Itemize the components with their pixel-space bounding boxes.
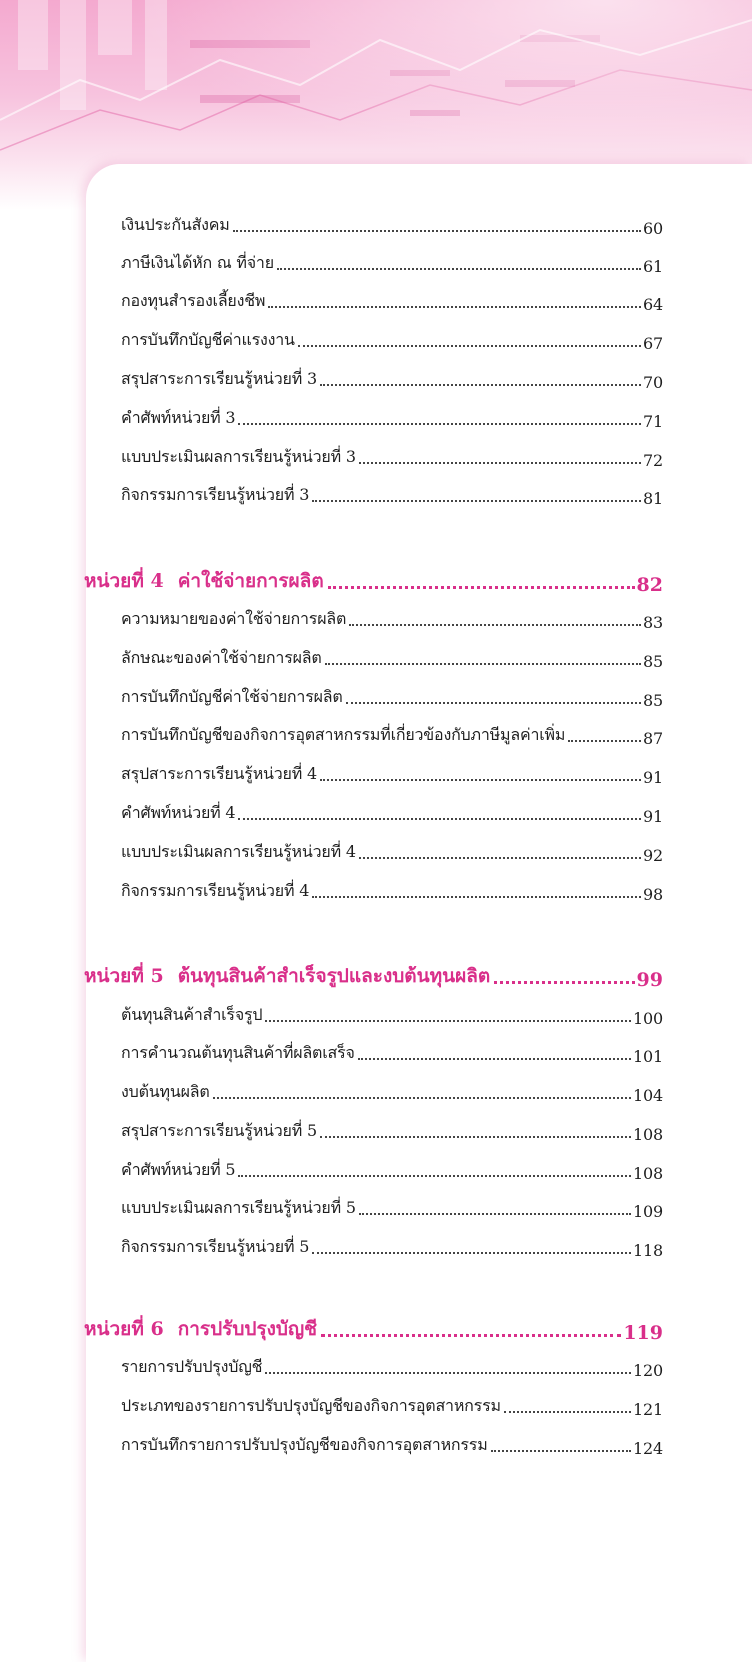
toc-entry[interactable] <box>121 399 663 431</box>
dot-leader <box>328 585 635 589</box>
toc-entry-label: คำศัพท์หน่วยที่ 4 <box>121 803 236 822</box>
dot-leader <box>298 344 641 347</box>
toc-entry[interactable] <box>121 282 663 314</box>
toc-entry-page: 98 <box>643 885 663 904</box>
toc-entry[interactable] <box>121 1348 663 1380</box>
dot-leader <box>358 1057 631 1060</box>
unit-heading-5[interactable] <box>84 955 663 991</box>
dot-leader <box>494 980 634 984</box>
toc-entry[interactable] <box>121 872 663 904</box>
toc-entry[interactable] <box>121 996 663 1028</box>
toc-entry[interactable] <box>121 438 663 470</box>
dot-leader <box>346 701 641 704</box>
toc-entry[interactable] <box>121 1034 663 1066</box>
toc-entry-label: การบันทึกบัญชีของกิจการอุตสาหกรรมที่เกี่ยวข้องกับภาษีมูลค่าเพิ่ม <box>121 725 566 744</box>
unit-page: 99 <box>636 969 663 991</box>
dot-leader <box>213 1096 631 1099</box>
toc-entry-label: ประเภทของรายการปรับปรุงบัญชีของกิจการอุตสาหกรรม <box>121 1396 501 1415</box>
toc-entry[interactable] <box>121 600 663 632</box>
toc-entry-page: 101 <box>633 1047 663 1066</box>
toc-entry[interactable] <box>121 321 663 353</box>
toc-entry-label: การบันทึกบัญชีค่าแรงงาน <box>121 330 295 349</box>
unit-title: ค่าใช้จ่ายการผลิต <box>177 570 324 592</box>
toc-entry-page: 87 <box>643 729 663 748</box>
dot-leader <box>504 1410 631 1413</box>
toc-entry-page: 108 <box>633 1125 663 1144</box>
unit-page: 82 <box>636 574 663 596</box>
unit-title: การปรับปรุงบัญชี <box>177 1318 318 1340</box>
toc-entry[interactable] <box>121 1387 663 1419</box>
toc-entry-page: 118 <box>633 1241 663 1260</box>
toc-entry[interactable] <box>121 1112 663 1144</box>
toc-entry-label: สรุปสาระการเรียนรู้หน่วยที่ 3 <box>121 369 317 388</box>
toc-entry-label: คำศัพท์หน่วยที่ 5 <box>121 1160 236 1179</box>
toc-entry[interactable] <box>121 206 663 238</box>
toc-entry-page: 71 <box>643 412 663 431</box>
dot-leader <box>349 623 641 626</box>
toc-entry-label: กิจกรรมการเรียนรู้หน่วยที่ 3 <box>121 485 310 504</box>
toc-entry-page: 60 <box>643 219 663 238</box>
toc-entry-page: 121 <box>633 1400 663 1419</box>
toc-entry-label: สรุปสาระการเรียนรู้หน่วยที่ 5 <box>121 1121 317 1140</box>
dot-leader <box>233 229 641 232</box>
dot-leader <box>268 305 641 308</box>
dot-leader <box>359 1212 631 1215</box>
toc-entry-page: 85 <box>643 691 663 710</box>
unit-number: หน่วยที่ 4 <box>84 570 164 592</box>
toc-entry-label: แบบประเมินผลการเรียนรู้หน่วยที่ 5 <box>121 1198 356 1217</box>
toc-entry-page: 85 <box>643 652 663 671</box>
dot-leader <box>277 267 641 270</box>
toc-entry-page: 91 <box>643 807 663 826</box>
toc-entry-label: ลักษณะของค่าใช้จ่ายการผลิต <box>121 648 322 667</box>
toc-entry-page: 104 <box>633 1086 663 1105</box>
toc-entry-page: 92 <box>643 846 663 865</box>
toc-entry-page: 83 <box>643 613 663 632</box>
dot-leader <box>568 739 641 742</box>
toc-entry-label: งบต้นทุนผลิต <box>121 1082 210 1101</box>
dot-leader <box>491 1449 632 1452</box>
toc-entry[interactable] <box>121 1073 663 1105</box>
toc-entry-page: 81 <box>643 489 663 508</box>
toc-entry-page: 61 <box>643 257 663 276</box>
dot-leader <box>312 499 641 502</box>
toc-entry-page: 91 <box>643 768 663 787</box>
dot-leader <box>238 817 641 820</box>
toc-entry[interactable] <box>121 1228 663 1260</box>
toc-entry-page: 67 <box>643 334 663 353</box>
dot-leader <box>359 461 641 464</box>
toc-entry[interactable] <box>121 678 663 710</box>
unit-heading-6[interactable] <box>84 1308 663 1344</box>
toc-entry-label: การบันทึกบัญชีค่าใช้จ่ายการผลิต <box>121 687 343 706</box>
toc-entry-label: ต้นทุนสินค้าสำเร็จรูป <box>121 1005 263 1024</box>
toc-entry-page: 100 <box>633 1009 663 1028</box>
toc-entry-label: กิจกรรมการเรียนรู้หน่วยที่ 4 <box>121 881 310 900</box>
toc-entry[interactable] <box>121 794 663 826</box>
toc-entry[interactable] <box>121 639 663 671</box>
toc-entry[interactable] <box>121 833 663 865</box>
toc-entry-label: กิจกรรมการเรียนรู้หน่วยที่ 5 <box>121 1237 310 1256</box>
toc-entry[interactable] <box>121 1151 663 1183</box>
dot-leader <box>320 778 641 781</box>
toc-entry-label: แบบประเมินผลการเรียนรู้หน่วยที่ 3 <box>121 447 356 466</box>
toc-entry[interactable] <box>121 1189 663 1221</box>
toc-entry-page: 108 <box>633 1164 663 1183</box>
dot-leader <box>312 1251 631 1254</box>
toc-entry-label: ความหมายของค่าใช้จ่ายการผลิต <box>121 609 347 628</box>
unit-number: หน่วยที่ 5 <box>84 965 164 987</box>
toc-entry[interactable] <box>121 755 663 787</box>
toc-entry[interactable] <box>121 1426 663 1458</box>
dot-leader <box>312 895 641 898</box>
toc-entry-label: รายการปรับปรุงบัญชี <box>121 1357 263 1376</box>
toc-entry-label: คำศัพท์หน่วยที่ 3 <box>121 408 236 427</box>
dot-leader <box>359 856 641 859</box>
unit-page: 119 <box>623 1322 663 1344</box>
dot-leader <box>325 662 641 665</box>
toc-entry-label: เงินประกันสังคม <box>121 215 230 234</box>
dot-leader <box>238 1174 631 1177</box>
toc-entry-page: 109 <box>633 1202 663 1221</box>
toc-entry-page: 124 <box>633 1439 663 1458</box>
dot-leader <box>321 1333 621 1337</box>
unit-number: หน่วยที่ 6 <box>84 1318 164 1340</box>
toc-entry-page: 120 <box>633 1361 663 1380</box>
toc-entry[interactable] <box>121 360 663 392</box>
toc-entry-label: กองทุนสำรองเลี้ยงชีพ <box>121 291 266 310</box>
dot-leader <box>238 422 641 425</box>
dot-leader <box>320 1135 631 1138</box>
toc-entry-label: การบันทึกรายการปรับปรุงบัญชีของกิจการอุตสาหกรรม <box>121 1435 488 1454</box>
toc-entry-page: 70 <box>643 373 663 392</box>
dot-leader <box>320 383 641 386</box>
dot-leader <box>265 1371 631 1374</box>
toc-entry-label: สรุปสาระการเรียนรู้หน่วยที่ 4 <box>121 764 317 783</box>
unit-title: ต้นทุนสินค้าสำเร็จรูปและงบต้นทุนผลิต <box>177 965 491 987</box>
toc-entry-page: 72 <box>643 451 663 470</box>
toc-entry-label: แบบประเมินผลการเรียนรู้หน่วยที่ 4 <box>121 842 356 861</box>
toc-entry-label: การคำนวณต้นทุนสินค้าที่ผลิตเสร็จ <box>121 1043 355 1062</box>
toc-entry[interactable] <box>121 476 663 508</box>
toc-entry[interactable] <box>121 244 663 276</box>
unit-heading-4[interactable] <box>84 560 663 596</box>
dot-leader <box>265 1019 631 1022</box>
toc-entry[interactable] <box>121 716 663 748</box>
toc-entry-label: ภาษีเงินได้หัก ณ ที่จ่าย <box>121 253 274 272</box>
toc-entry-page: 64 <box>643 295 663 314</box>
